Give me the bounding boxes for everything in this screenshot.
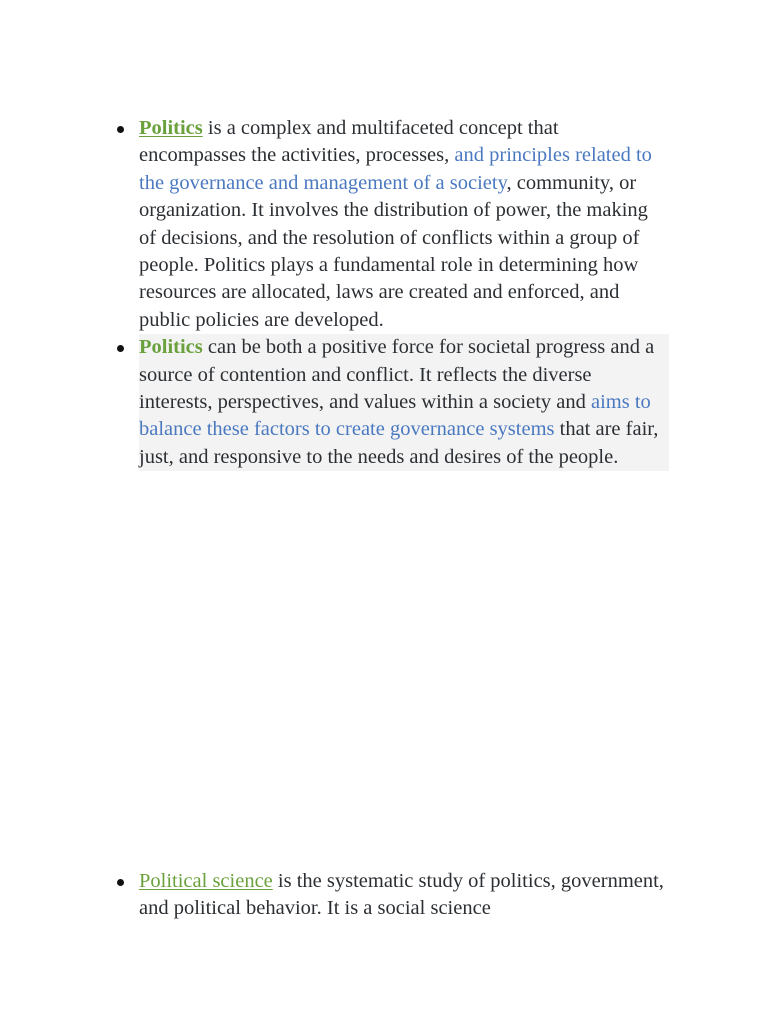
bullet-icon (117, 345, 124, 352)
highlighted-text: and principles related to the governance and management of a society (139, 144, 652, 194)
list-item (0, 868, 669, 923)
text-segment: that are fair, just, and responsive to the needs and desires of the people. (139, 418, 659, 468)
term-link-politics[interactable]: Politics (139, 117, 203, 139)
bullet-text (139, 868, 669, 923)
text-segment: can be both a positive force for societal progress and a source of contention and conflict. It reflects the diverse interests, perspectives, and values within a society and (139, 336, 655, 414)
bullet-text (139, 334, 669, 471)
bullet-icon (117, 126, 124, 133)
text-segment: is a complex and multifaceted concept that encompasses the activities, processes, (139, 117, 559, 167)
bullet-list (0, 115, 768, 471)
text-segment: , community, or organization. It involves the distribution of power, the making of decisions, and the resolution of conflicts within a group of people. Politics plays a fundamental role in determining how resources are allocated, laws are created and enforced, and public policies are developed. (139, 171, 648, 331)
text-segment: is the systematic study of politics, government, and political behavior. It is a social science (139, 870, 664, 920)
list-item (0, 334, 669, 471)
term-label-politics: Politics (139, 336, 203, 359)
bullet-text (139, 115, 669, 334)
bullet-list (0, 868, 768, 923)
term-link-political-science[interactable]: Political science (139, 870, 273, 892)
bullet-icon (117, 879, 124, 886)
list-item (0, 115, 669, 334)
highlighted-text: aims to balance these factors to create governance systems (139, 391, 651, 441)
